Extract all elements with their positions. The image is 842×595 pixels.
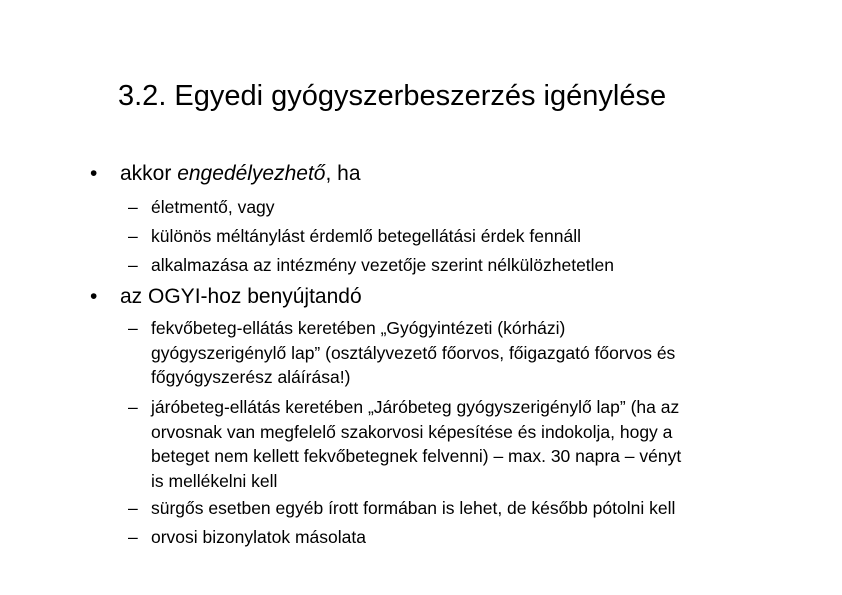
dash-marker: – — [128, 197, 138, 217]
bullet-dot: • — [90, 285, 98, 308]
dash-marker: – — [128, 527, 138, 547]
sub-item-line: különös méltánylást érdemlő betegellátási érdek fennáll — [151, 226, 581, 246]
sub-item-line: életmentő, vagy — [151, 197, 275, 217]
sub-item-line: gyógyszerigénylő lap” (osztályvezető főorvos, főigazgató főorvos és — [151, 342, 676, 363]
sub-item-line: is mellékelni kell — [151, 470, 278, 491]
dash-marker: – — [128, 255, 138, 275]
bullet-text-before: akkor — [120, 162, 178, 185]
slide-title: 3.2. Egyedi gyógyszerbeszerzés igénylése — [118, 80, 667, 112]
sub-item-line: alkalmazása az intézmény vezetője szerint nélkülözhetetlen — [151, 255, 615, 275]
bullet-dot: • — [90, 162, 98, 185]
sub-item-line: sürgős esetben egyéb írott formában is lehet, de később pótolni kell — [151, 498, 676, 518]
bullet-text — [120, 161, 361, 187]
bullet-text-emphasis: engedélyezhető — [177, 162, 326, 185]
dash-marker: – — [128, 226, 138, 246]
dash-marker: – — [128, 498, 138, 518]
sub-item-line: orvosi bizonylatok másolata — [151, 527, 366, 547]
bullet-text-after: , ha — [325, 162, 361, 185]
dash-marker: – — [128, 318, 138, 338]
sub-item-line: járóbeteg-ellátás keretében „Járóbeteg gyógyszerigénylő lap” (ha az — [151, 397, 680, 417]
sub-item-line: főgyógyszerész aláírása!) — [151, 367, 351, 387]
dash-marker: – — [128, 397, 138, 417]
sub-item-line: fekvőbeteg-ellátás keretében „Gyógyintézeti (kórházi) — [151, 318, 566, 338]
sub-item-line: orvosnak van megfelelő szakorvosi képesítése és indokolja, hogy a — [151, 421, 673, 442]
sub-item-line: beteget nem kellett fekvőbetegnek felvenni) – max. 30 napra – vényt — [151, 446, 682, 466]
bullet-text: az OGYI-hoz benyújtandó — [120, 285, 362, 308]
